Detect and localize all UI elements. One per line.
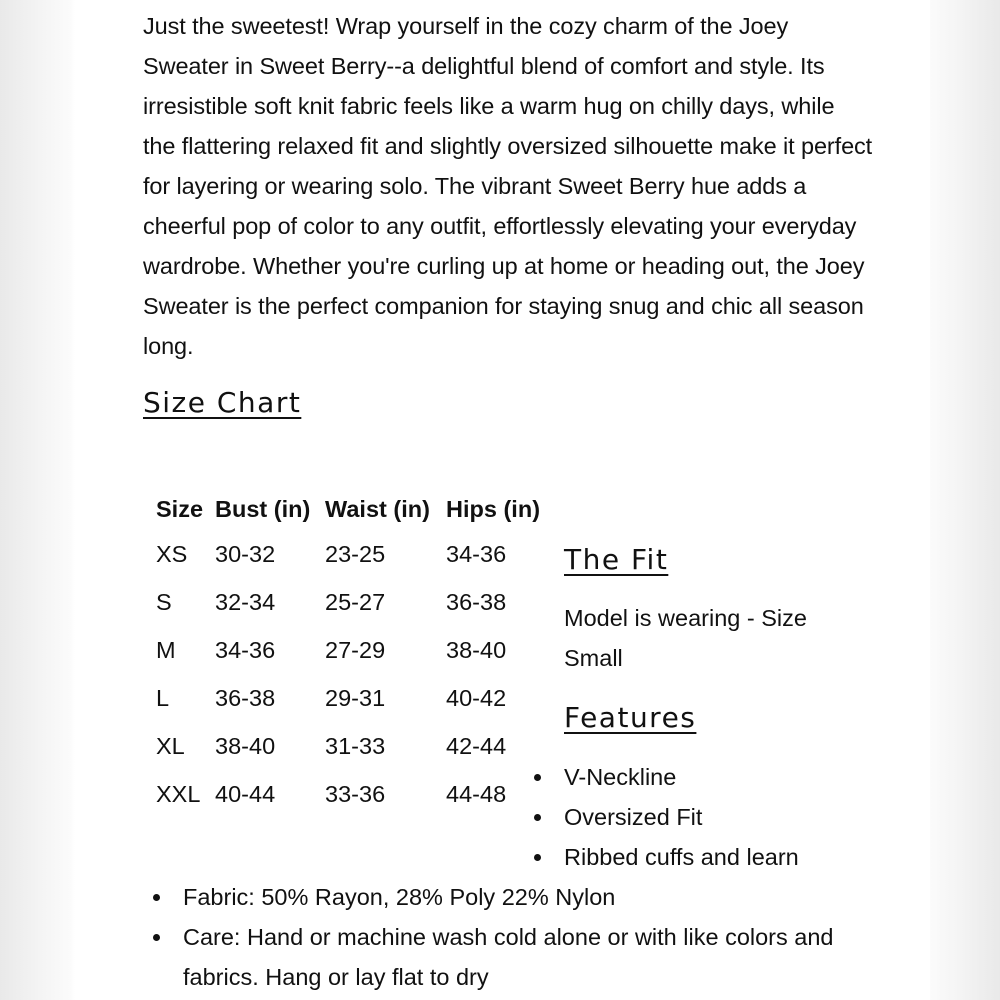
bust-cell: 34-36 [215, 636, 276, 663]
list-item: Fabric: 50% Rayon, 28% Poly 22% Nylon [183, 877, 873, 917]
size-chart-table [150, 488, 552, 818]
list-item: V-Neckline [564, 757, 799, 797]
fit-heading: The Fit [564, 543, 669, 576]
bust-cell: 32-34 [215, 588, 276, 615]
features-list [564, 757, 799, 877]
hips-cell: 40-42 [446, 684, 507, 711]
hips-cell: 34-36 [446, 540, 507, 567]
header-hips: Hips (in) [446, 495, 541, 522]
table-row [150, 626, 552, 674]
size-chart-heading: Size Chart [143, 386, 302, 419]
bust-cell: 30-32 [215, 540, 276, 567]
waist-cell: 33-36 [325, 780, 386, 807]
size-cell: M [156, 636, 176, 663]
features-heading: Features [564, 701, 697, 734]
list-item: Oversized Fit [564, 797, 799, 837]
product-description: Just the sweetest! Wrap yourself in the cozy charm of the Joey Sweater in Sweet Berry--a delightful blend of comfort and style. Its irresistible soft knit fabric feels like a warm hug on chilly days, while the flattering relaxed fit and slightly oversized silhouette make it perfect for layering or wearing solo. The vibrant Sweet Berry hue adds a cheerful pop of color to any outfit, effortlessly elevating your everyday wardrobe. Whether you're curling up at home or heading out, the Joey Sweater is the perfect companion for staying snug and chic all season long. [143, 13, 873, 359]
waist-cell: 31-33 [325, 732, 386, 759]
header-bust: Bust (in) [215, 495, 311, 522]
list-item: Care: Hand or machine wash cold alone or with like colors and fabrics. Hang or lay flat to dry [183, 917, 873, 997]
waist-cell: 23-25 [325, 540, 386, 567]
hips-cell: 36-38 [446, 588, 507, 615]
bust-cell: 36-38 [215, 684, 276, 711]
header-size: Size [156, 495, 204, 522]
size-cell: XL [156, 732, 185, 759]
size-cell: XXL [156, 780, 201, 807]
hips-cell: 38-40 [446, 636, 507, 663]
size-cell: XS [156, 540, 188, 567]
size-chart-header-row [150, 488, 552, 530]
size-cell: S [156, 588, 172, 615]
table-row [150, 674, 552, 722]
waist-cell: 29-31 [325, 684, 386, 711]
bust-cell: 38-40 [215, 732, 276, 759]
waist-cell: 25-27 [325, 588, 386, 615]
hips-cell: 42-44 [446, 732, 507, 759]
fabric-care-list [183, 877, 873, 997]
hips-cell: 44-48 [446, 780, 507, 807]
table-row [150, 722, 552, 770]
table-row [150, 530, 552, 578]
bust-cell: 40-44 [215, 780, 276, 807]
table-row [150, 578, 552, 626]
size-cell: L [156, 684, 170, 711]
table-row [150, 770, 552, 818]
waist-cell: 27-29 [325, 636, 386, 663]
header-waist: Waist (in) [325, 495, 430, 522]
fit-text: Model is wearing - Size Small [564, 605, 807, 671]
list-item: Ribbed cuffs and learn [564, 837, 799, 877]
